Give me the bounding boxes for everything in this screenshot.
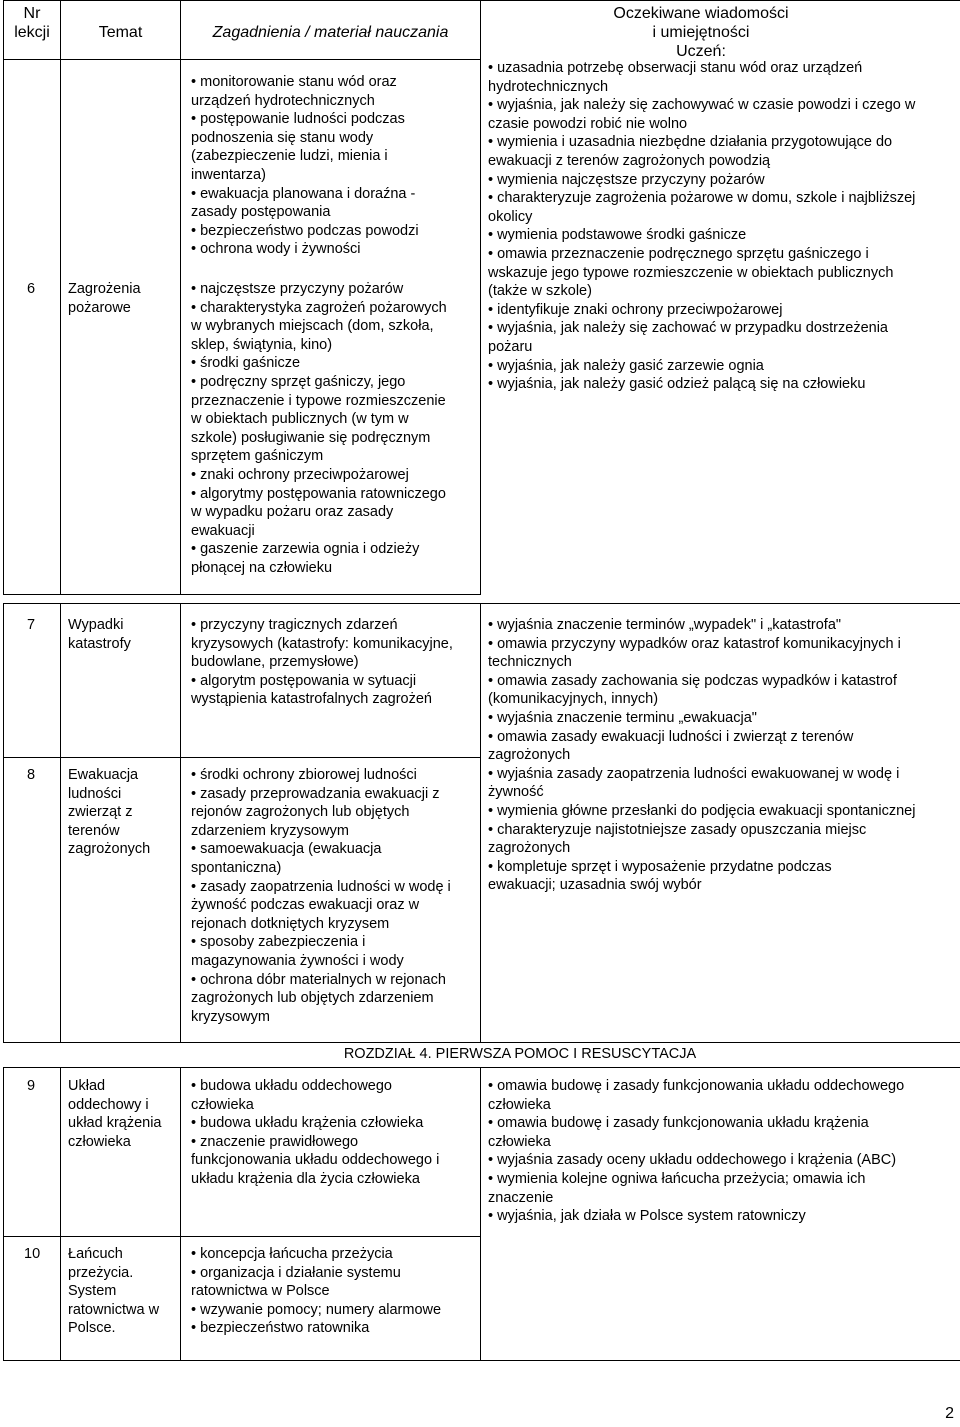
oczekiwane-block3 [488, 1077, 956, 1226]
table2-col3 [480, 603, 481, 1043]
row8-temat-line2: ludności [68, 785, 122, 802]
row9-nr: 9 [27, 1078, 36, 1094]
outcome-line: • omawia budowę i zasady funkcjonowania układu krążenia [488, 1115, 869, 1132]
row6-nr: 6 [27, 281, 36, 297]
outcome-line: • wymienia główne przesłanki do podjęcia ewakuacji spontanicznej [488, 802, 916, 819]
topic-line: • gaszenie zarzewia ognia i odzieży [191, 541, 420, 558]
topic-line: zasady postępowania [191, 204, 331, 221]
outcome-line: • charakteryzuje zagrożenia pożarowe w domu, szkole i najbliższej [488, 190, 916, 207]
table3-top [3, 1067, 960, 1068]
topic-line: ratownictwa w Polsce [191, 1283, 330, 1300]
outcome-line: • wyjaśnia, jak działa w Polsce system ratowniczy [488, 1208, 806, 1225]
outcome-line: człowieka [488, 1096, 551, 1113]
chapter-title: ROZDZIAŁ 4. PIERWSZA POMOC I RESUSCYTACJA [343, 1046, 697, 1062]
header-zagadnienia: Zagadnienia / materiał nauczania [212, 24, 449, 41]
outcome-line: ewakuacji; uzasadnia swój wybór [488, 877, 702, 894]
topic-line: • ochrona dóbr materialnych w rejonach [191, 971, 446, 988]
topic-line: wystąpienia katastrofalnych zagrożeń [191, 691, 432, 708]
row8-temat-line3: zwierząt z [68, 804, 133, 821]
topic-line: • charakterystyka zagrożeń pożarowych [191, 299, 447, 316]
outcome-line: • omawia zasady ewakuacji ludności i zwierząt z terenów [488, 728, 854, 745]
outcome-line: • wymienia i uzasadnia niezbędne działania przygotowujące do [488, 134, 893, 151]
outcome-line: • wyjaśnia znaczenie terminów „wypadek" i „katastrofa" [488, 617, 842, 633]
header-oczekiwane-line3: Uczeń: [676, 43, 726, 60]
topic-line: • sposoby zabezpieczenia i [191, 934, 366, 951]
row7-temat [68, 616, 131, 653]
row9-zagadnienia [191, 1077, 476, 1189]
topic-line: • ewakuacja planowana i doraźna - [191, 185, 416, 202]
outcome-line: technicznych [488, 654, 572, 671]
outcome-line: czasie powodzi robić nie wolno [488, 115, 688, 132]
topic-line: • przyczyny tragicznych zdarzeń [191, 617, 398, 633]
outcome-line: • wymienia podstawowe środki gaśnicze [488, 227, 747, 244]
topic-line: • monitorowanie stanu wód oraz [191, 74, 397, 90]
outcome-line: ewakuacji z terenów zagrożonych powodzią [488, 152, 771, 169]
row10-temat [68, 1245, 159, 1338]
table-bottom-line [3, 594, 480, 595]
outcome-line: okolicy [488, 208, 533, 225]
topic-line: • podręczny sprzęt gaśniczy, jego [191, 373, 406, 390]
topic-line: • algorytm postępowania w sytuacji [191, 672, 417, 689]
topic-line: rejonów zagrożonych lub objętych [191, 804, 410, 821]
topic-line: sprzętem gaśniczym [191, 448, 324, 465]
outcome-line: • omawia przyczyny wypadków oraz katastrof komunikacyjnych i [488, 635, 901, 652]
topic-line: płonącej na człowieku [191, 559, 333, 576]
outcome-line: • wymienia najczęstsze przyczyny pożarów [488, 171, 765, 188]
table3-col2 [180, 1067, 181, 1361]
topic-line: człowieka [191, 1096, 254, 1113]
table2-row-divider [3, 757, 480, 758]
topic-line: • organizacja i działanie systemu [191, 1264, 401, 1281]
outcome-line: znaczenie [488, 1189, 554, 1206]
outcome-line: (komunikacyjnych, innych) [488, 691, 659, 708]
col-divider-2 [180, 0, 181, 595]
outcome-line: • wyjaśnia, jak należy gasić zarzewie ognia [488, 357, 764, 374]
outcome-line: • charakteryzuje najistotniejsze zasady opuszczania miejsc [488, 821, 867, 838]
oczekiwane-block1 [488, 59, 956, 394]
header-nr-line1: Nr [23, 5, 41, 22]
table2-col1 [60, 603, 61, 1043]
topic-line: • postępowanie ludności podczas [191, 111, 405, 128]
topic-line: magazynowania żywności i wody [191, 952, 404, 969]
outcome-line: • wyjaśnia, jak należy gasić odzież palącą się na człowieku [488, 376, 866, 393]
outcome-line: • wyjaśnia, jak należy się zachować w przypadku dostrzeżenia [488, 320, 888, 337]
col-divider-3 [480, 0, 481, 595]
topic-line: inwentarza) [191, 166, 266, 183]
topic-line: kryzysowym [191, 1008, 270, 1025]
topic-line: • najczęstsze przyczyny pożarów [191, 281, 404, 297]
topic-line: ewakuacji [191, 522, 255, 539]
outcome-line: hydrotechnicznych [488, 78, 609, 95]
topic-line: kryzysowych (katastrofy: komunikacyjne, [191, 635, 453, 652]
topic-line: • bezpieczeństwo podczas powodzi [191, 222, 419, 239]
topic-line: • budowa układu oddechowego [191, 1078, 392, 1094]
topic-line: funkcjonowania układu oddechowego i [191, 1152, 440, 1169]
row10-temat-line5: Polsce. [68, 1320, 116, 1337]
topic-line: • zasady przeprowadzania ewakuacji z [191, 785, 440, 802]
table2-top [3, 603, 960, 604]
header-oczekiwane-line2: i umiejętności [652, 24, 750, 41]
col-divider-1 [60, 0, 61, 595]
outcome-line: zagrożonych [488, 747, 571, 764]
topic-line: • budowa układu krążenia człowieka [191, 1115, 424, 1132]
topic-line: żywność podczas ewakuacji oraz w [191, 897, 420, 914]
table2-bottom [3, 1042, 960, 1043]
row5-continuation-topics [191, 73, 476, 259]
topic-line: podnoszenia się stanu wody [191, 129, 374, 146]
row10-zagadnienia [191, 1245, 476, 1338]
outcome-line: żywność [488, 784, 544, 801]
row6-temat-line2: pożarowe [68, 299, 131, 316]
table2-col2 [180, 603, 181, 1043]
row7-nr: 7 [27, 617, 36, 633]
topic-line: zagrożonych lub objętych zdarzeniem [191, 990, 434, 1007]
topic-line: szkole) posługiwanie się podręcznym [191, 429, 431, 446]
topic-line: • koncepcja łańcucha przeżycia [191, 1246, 393, 1262]
outcome-line: człowieka [488, 1133, 551, 1150]
topic-line: • środki ochrony zbiorowej ludności [191, 767, 417, 783]
topic-line: w obiektach publicznych (w tym w [191, 411, 409, 428]
row9-temat [68, 1077, 162, 1151]
row10-temat-line3: System [68, 1283, 117, 1300]
row6-zagadnienia [191, 280, 476, 578]
outcome-line: pożaru [488, 338, 533, 355]
outcome-line: zagrożonych [488, 840, 571, 857]
row7-temat-line2: katastrofy [68, 635, 131, 652]
outcome-line: • uzasadnia potrzebę obserwacji stanu wód oraz urządzeń [488, 60, 863, 76]
topic-line: • znaczenie prawidłowego [191, 1133, 359, 1150]
row9-temat-line2: oddechowy i [68, 1096, 149, 1113]
outcome-line: • identyfikuje znaki ochrony przeciwpożarowej [488, 301, 783, 318]
outcome-line: • omawia przeznaczenie podręcznego sprzętu gaśniczego i [488, 245, 869, 262]
outcome-line: • wymienia kolejne ogniwa łańcucha przeżycia; omawia ich [488, 1170, 866, 1187]
topic-line: • środki gaśnicze [191, 355, 301, 372]
outcome-line: • wyjaśnia, jak należy się zachowywać w czasie powodzi i czego w [488, 97, 916, 114]
row8-temat-line1: Ewakuacja [68, 767, 139, 783]
outcome-line: • wyjaśnia zasady oceny układu oddechowego i krążenia (ABC) [488, 1152, 897, 1169]
table3-col3 [480, 1067, 481, 1361]
row6-temat [68, 280, 141, 317]
header-nr [4, 4, 60, 42]
row10-nr: 10 [24, 1246, 41, 1262]
row9-temat-line4: człowieka [68, 1133, 131, 1150]
row10-temat-line4: ratownictwa w [68, 1301, 160, 1318]
outcome-line: • kompletuje sprzęt i wyposażenie przydatne podczas [488, 858, 832, 875]
oczekiwane-block2 [488, 616, 956, 895]
topic-line: w wybranych miejscach (dom, szkoła, [191, 318, 434, 335]
row8-zagadnienia [191, 766, 476, 1026]
topic-line: • algorytmy postępowania ratowniczego [191, 485, 446, 502]
outcome-line: (także w szkole) [488, 283, 592, 300]
table3-row-divider [3, 1236, 480, 1237]
topic-line: (zabezpieczenie ludzi, mienia i [191, 148, 388, 165]
topic-line: • bezpieczeństwo ratownika [191, 1320, 370, 1337]
outcome-line: • omawia budowę i zasady funkcjonowania układu oddechowego [488, 1078, 905, 1094]
table3-col1 [60, 1067, 61, 1361]
header-oczekiwane [481, 4, 921, 61]
header-nr-line2: lekcji [14, 24, 50, 41]
header-oczekiwane-line1: Oczekiwane wiadomości [613, 5, 789, 22]
topic-line: sklep, świątynia, kino) [191, 336, 333, 353]
row7-temat-line1: Wypadki [68, 617, 124, 633]
outcome-line: • omawia zasady zachowania się podczas wypadków i katastrof [488, 672, 897, 689]
table-border-left [3, 0, 4, 595]
topic-line: urządzeń hydrotechnicznych [191, 92, 375, 109]
topic-line: • zasady zaopatrzenia ludności w wodę i [191, 878, 451, 895]
row7-zagadnienia [191, 616, 476, 709]
topic-line: zdarzeniem kryzysowym [191, 822, 349, 839]
table3-bottom [3, 1360, 960, 1361]
outcome-line: wskazuje jego typowe rozmieszczenie w obiektach publicznych [488, 264, 894, 281]
row10-temat-line2: przeżycia. [68, 1264, 134, 1281]
header-bottom-line [3, 59, 480, 60]
topic-line: • znaki ochrony przeciwpożarowej [191, 466, 409, 483]
row9-temat-line3: układ krążenia [68, 1115, 162, 1132]
topic-line: budowlane, przemysłowe) [191, 654, 359, 671]
table2-left [3, 603, 4, 1043]
row8-temat [68, 766, 150, 859]
header-temat: Temat [98, 24, 143, 41]
table3-left [3, 1067, 4, 1361]
topic-line: • wzywanie pomocy; numery alarmowe [191, 1301, 442, 1318]
topic-line: przeznaczenie i typowe rozmieszczenie [191, 392, 446, 409]
row9-temat-line1: Układ [68, 1078, 106, 1094]
row6-temat-line1: Zagrożenia [68, 281, 141, 297]
row10-temat-line1: Łańcuch [68, 1246, 123, 1262]
outcome-line: • wyjaśnia znaczenie terminu „ewakuacja" [488, 709, 757, 726]
page-number: 2 [945, 1405, 954, 1422]
table-border-top [3, 0, 960, 1]
topic-line: spontaniczna) [191, 859, 282, 876]
topic-line: rejonach dotkniętych kryzysem [191, 915, 390, 932]
topic-line: • ochrona wody i żywności [191, 241, 361, 258]
row8-temat-line5: zagrożonych [68, 841, 151, 858]
topic-line: • samoewakuacja (ewakuacja [191, 841, 382, 858]
row8-temat-line4: terenów [68, 822, 120, 839]
outcome-line: • wyjaśnia zasady zaopatrzenia ludności ewakuowanej w wodę i [488, 765, 900, 782]
topic-line: w wypadku pożaru oraz zasady [191, 504, 394, 521]
topic-line: układu krążenia dla życia człowieka [191, 1170, 420, 1187]
row8-nr: 8 [27, 767, 36, 783]
